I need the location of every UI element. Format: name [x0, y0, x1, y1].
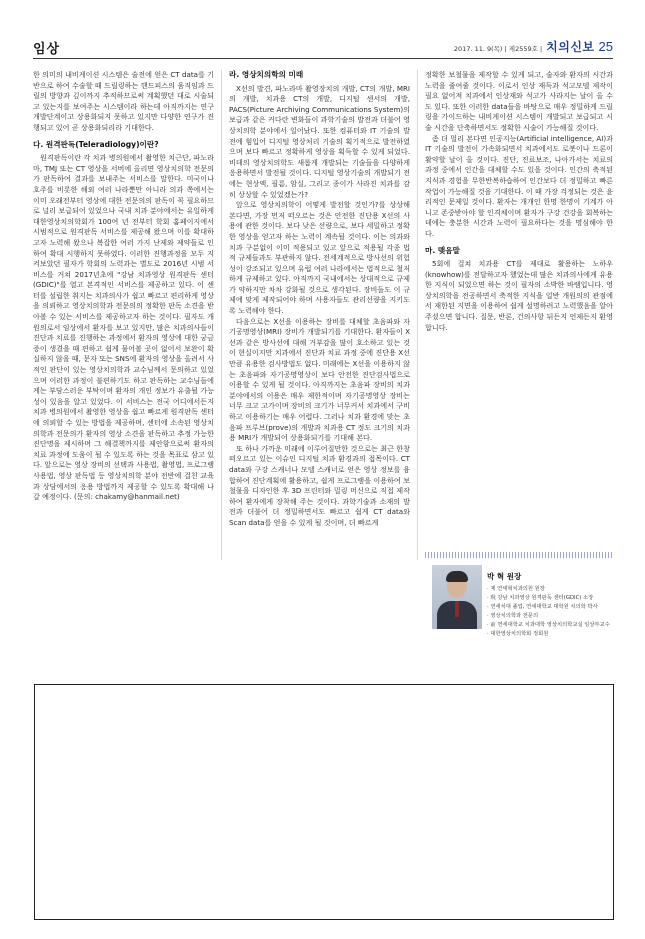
- author-credential: · 대한영상치의학회 정회원: [487, 631, 549, 637]
- paragraph: 좀 더 멀리 본다면 인공지능(Artificial intelligence, AI)과 IT 기술의 발전이 가속화되면서 치과에서도 로봇이나 드론이 활약할 날이 올 것이다. 진단, 진료보조, 나아가서는 치료의 과정 중에서 인간을 대체할 수도 있을 것이다. 인간의 축적된 지식과 경험을 무한반복하습하여 인간보다 더 정밀하고 빠른 작업이 가능해질 것을 기대한다. 이 때 가장 걱정되는 것은 윤리적인 문제일 것이다. 환자는 개개인 한명 한명이 기계가 아니고 존중받아야 할 인격체이며 환자가 구강 건강을 회복하는 데에는 충분한 시간과 노력이 필요하다는 것을 명심해야 한다.: [425, 133, 613, 238]
- section-title: 임상: [33, 42, 61, 57]
- page-header: [33, 38, 613, 56]
- dotted-divider: [425, 552, 613, 558]
- section-heading-future: 라. 영상치의학의 미래: [229, 70, 304, 79]
- issue-date: 2017. 11. 9(목) | 제2559호 |: [453, 45, 543, 53]
- column-divider: [417, 70, 418, 560]
- article-column-3: [425, 70, 613, 333]
- newspaper-logo: 치의신보: [546, 40, 595, 54]
- section-heading-conclusion: 마. 맺음말: [425, 245, 460, 255]
- paragraph: 한 의미의 내비게이션 시스템은 술전에 얻은 CT data를 기반으로 하여 수술할 때 드릴링하는 핸드피스의 움직임과 드릴의 방향과 깊이까지 추적하므로써 계획했던 대로 시술되고 있는지를 보여주는 시스템이라 하는데 아직까지는 연구개발단계이고 상용화되지 못하고 있지만 다양한 연구가 진행되고 있어 곧 상용화되리라 기대한다.: [33, 70, 214, 132]
- column-divider: [221, 70, 222, 560]
- page-number: 25: [598, 39, 613, 54]
- paragraph: 다음으로는 X선을 이용하는 장비를 대체할 초음파와 자기공명영상(MRI) 장비가 개발되기를 기대한다. 환자들이 X선과 같은 방사선에 대해 거부감을 많이 호소하고 있는 것이 현실이지만 치과에서 진단과 치료 과정 중에 진단용 X선만큼 유용한 검사방법도 없다. 미래에는 X선을 이용하지 않는 초음파와 자기공명영상이 보다 안전한 진단검사법으로 이용할 수 있게 될 것이다. 아직까지는 초음파 장비의 치과 분야에서의 이용은 매우 제한적이며 자기공명영상 장비는 너무 크고 고가이며 장비의 크기가 너무커서 치과에서 구비하고 이용하기는 매우 어렵다. 그러나 치과 환경에 맞는 초음파 프루브(prove)의 개발과 치과용 CT 정도 크기의 치과용 MRI가 개발되어 상용화되기를 기대해 본다.: [229, 316, 410, 443]
- paragraph: X선의 발견, 파노라마 촬영장치의 개발, CT의 개발, MRI의 개발, 치과용 CT의 개발, 디지털 센서의 개발, PACS(Picture Archiving Communications System)의 보급과 같은 커다란 변화들이 과학기술의 발전과 더불어 영상치의학 분야에서 일어났다. 또한 컴퓨터와 IT 기술의 발전에 힘입어 디지털 영상처리 기술의 획기적으로 발전하였으며 보다 빠르고 정확하게 영상을 획득할 수 있게 되었다. 비데의 영상치의학도 새롭게 개발되는 기술들을 다양하게 응용하면서 발전될 것이다. 디지털 영상기술의 개발되기 전에는 현상액, 필름, 암실, 그리고 종이가 사라진 치과를 감히 상상할 수 있었겠는가?: [229, 83, 410, 199]
- paragraph: 5회에 걸쳐 치과용 CT를 제대로 활용하는 노하우(knowhow)를 전달하고자 했었는데 많은 치과의사에게 유용한 지식이 되었으면 하는 것이 필자의 소박한 바램입니다. 영상치의학을 전공하면서 축적한 지식을 일반 개원의의 관점에서 재한된 지면을 이용하여 쉽게 설명하려고 노력했음을 알아주셨으면 합니다. 질문, 반론, 건의사항 뒤든지 언제든지 환영합니다.: [425, 259, 613, 332]
- header-rule: [33, 58, 613, 59]
- article-column-1: [33, 70, 214, 503]
- author-credential: · 제 연세혁치과의원 원장: [487, 586, 545, 592]
- author-credential: · 영상치의학과 전문의: [487, 613, 539, 619]
- paragraph: 정확한 보철물을 제작할 수 있게 되고, 술자와 환자의 시간과 노력을 줄여줄 것이다. 이로서 인상 재득과 석고모델 제작이 필요 없어져 치과에서 인상재와 석고가 사라지는 날이 올 수도 있다. 또한 이러한 data들을 바탕으로 매우 정밀하게 드릴링을 가이드하는 내비게이션 시스템이 개발되고 보급되고 시술 시간을 단축하면서도 정확한 시술이 가능해질 것이다.: [425, 70, 613, 132]
- author-credential: · 現 강남 치과영상 원격판독 센터(GDIC) 소장: [487, 595, 594, 601]
- paragraph: 앞으로 영상치의학이 어떻게 발전할 것인가?를 상상해 본다면, 가장 먼저 떠오르는 것은 안전한 진단용 X선의 사용에 관한 것이다. 보다 낮은 선량으로, 보다 세밀하고 정확한 영상을 얻고자 하는 노력이 계속될 것이다. 이는 의과와 치과 구분없이 이미 적용되고 있고 앞으로 적용될 각종 법적 규제들과도 부관하지 않다. 전세계적으로 방사선의 위험성이 강조되고 있으며 유럽 여러 나라에서는 법적으로 철저하게 규제하고 있다. 아직까지 국내에서는 상대적으로 규제가 약하지만 차차 강화될 것으로 생각된다. 장비들도 이 규제에 맞게 제작되어야 하며 사용자들도 관리선량을 지키도록 노력해야 한다.: [229, 200, 410, 316]
- article-column-2: [229, 70, 410, 529]
- author-credential: · 연세치대 졸업, 연세대학교 대학원 치의학 박사: [487, 604, 598, 610]
- author-photo: [432, 565, 482, 629]
- advertisement-box: [34, 684, 614, 920]
- section-heading-teleradiology: 다. 원격판독(Teleradiology)이란?: [33, 139, 159, 149]
- paragraph: 또 하나 가까운 미래에 이루어질만한 것으로는 최근 한창 떠오르고 있는 이슈인 디지털 치과 환경과의 접목이다. CT data와 구강 스캐너나 모델 스캐너로 얻은 영상 정보를 융합하여 진단계획에 활용하고, 쉽게 프로그램을 이용하여 보철물을 디자인한 후 3D 프린터와 밀링 머신으로 직접 제작하여 환자에게 장착해 주는 것이다. 과학기술과 소재의 발전과 더불어 더 정밀하면서도 빠르고 쉽게 CT data와 Scan data를 얻을 수 있게 될 것이며, 더 빠르게: [229, 443, 410, 527]
- paragraph: 원격판독이란 각 치과 병의원에서 촬영한 치근단, 파노라마, TMJ 또는 CT 영상을 서버에 올리면 영상치의학 전문의가 판독하여 결과를 보내주는 서비스를 말한다. 미국이나 호주를 비롯한 해외 여러 나라뿐만 아니라 의과 쪽에서는 이미 오래전부터 영상에 대한 전문의의 판독이 꼭 필요하므로 널리 보급되어 있었으나 국내 치과 분야에서는 유일하게 대한영상치의학회가 100여 년 전부터 학회 홈페이지에서 시범적으로 원격판독 서비스를 제공해 왔으며 이를 확대하고자 노력해 왔으나 복잡한 여러 가지 난제와 제약들로 인하여 확대 시행하지 못하였다. 이러한 진행과정을 모두 지켜보았던 필자가 학회의 노력과는 별도로 2016년 시범 서비스를 거쳐 2017년초에 "강남 치과영상 원격판독 센터(GDIC)"를 열고 본격적인 서비스를 제공하고 있다. 이 센터를 설립한 취지는 치과의사가 쉽고 빠르고 편리하게 영상을 의뢰하고 영상치의학과 전문의의 정확한 판독 소견을 받아볼 수 있는 서비스를 제공하고자 하는 것이다. 필자도 개원의로서 임상에서 환자를 보고 있지만, 많은 치과의사들이 진단과 치료를 진행하는 과정에서 환자의 영상에 대한 궁금증이 생겼을 때 편하고 쉽게 물어볼 곳이 없어서 보완이 확실하지 않을 때, 문자 또는 SNS에 환자의 영상을 올려서 사적인 판단이 있는 영상치의학과 교수님께서 문의하고 있었으며 이러한 과정이 불편하기도 하고 판독하는 교수님들에게는 부담스러운 부탁이며 환자의 개인 정보가 유출될 가능성이 있음을 알고 있었다. 이 서비스는 전국 어디에서든지 치과 병의원에서 촬영한 영상을 쉽고 빠르게 원격판독 센터에 의뢰할 수 있는 방법을 제공하며, 센터에 소속된 영상치의학과 전문의가 환자의 영상 소견을 판독하고 추정 가능한 진단명을 제시하며 그 해결책까지를 제안함으로써 환자의 치료 과정에 도움이 될 수 있도록 하는 것을 목표로 삼고 있다. 앞으로는 영상 장비의 선택과 사용법, 촬영법, 프로그램 사용법, 영상 판독법 등 영상치의학 분야 전반에 걸친 교육과 상담에서의 응용 방법까지 제공할 수 있도록 확대해 나갈 예정이다. (문의: chakamy@hanmail.net): [33, 153, 214, 502]
- author-credential: · 前 연세대학교 치과대학 영상치의학교실 임상부교수: [487, 622, 610, 628]
- author-name: 박 혁 원장: [487, 572, 522, 581]
- author-bio: [487, 571, 617, 639]
- masthead: [454, 38, 613, 55]
